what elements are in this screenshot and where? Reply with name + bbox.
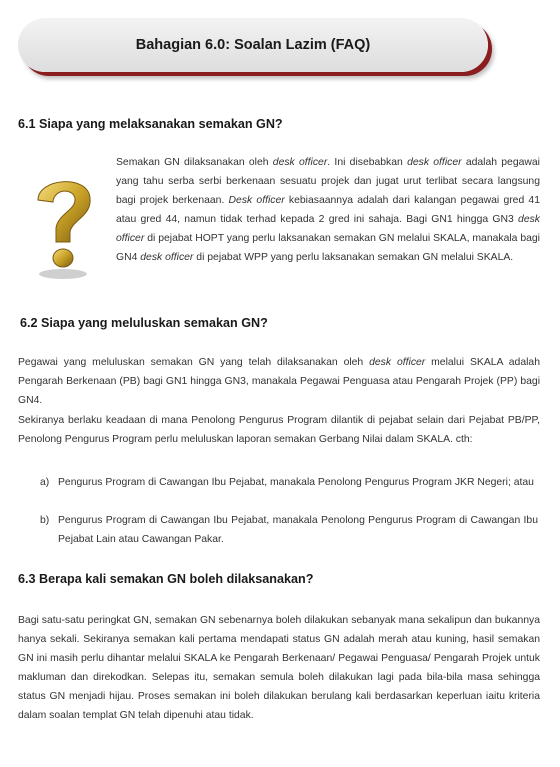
section-banner bbox=[18, 18, 488, 72]
answer-6-3: Bagi satu-satu peringkat GN, semakan GN sebenarnya boleh dilakukan sebanyak mana sekalipun dan bukannya hanya sekali. Sekiranya semakan kali pertama mendapati status GN adalah merah atau kuning, hasil semakan GN ini masih perlu dihantar melalui SKALA ke Pengarah Berkenaan/ Pegawai Penguasa/ Pengarah Projek untuk makluman dan direkodkan. Selepas itu, semakan semula boleh dilakukan lagi pada bila-bila masa sehingga status GN menjadi hijau. Proses semakan ini boleh dilakukan berulang kali berdasarkan keperluan iaitu kriteria dalam soalan templat GN telah dipenuhi atau tidak. bbox=[18, 615, 540, 721]
answer-6-1: Semakan GN dilaksanakan oleh desk officer. Ini disebabkan desk officer adalah pegawai yang tahu serba serbi berkenaan sesuatu projek dan jugat urut terlibat secara langsung bagi projek berkenaan. Desk officer kebiasaannya adalah dari kalangan pegawai gred 41 atau gred 44, namun tidak terhad kepada 2 gred ini sahaja. Bagi GN1 hingga GN3 desk officer di pejabat HOPT yang perlu laksanakan semakan GN melalui SKALA, manakala bagi GN4 desk officer di pejabat WPP yang perlu laksanakan semakan GN melalui SKALA. bbox=[116, 157, 540, 263]
answer-6-2-para1: Pegawai yang meluluskan semakan GN yang telah dilaksanakan oleh desk officer melalui SKALA adalah Pengarah Berkenaan (PB) bagi GN1 hingga GN3, manakala Pegawai Penguasa atau Pengarah Projek (PP) bagi GN4. bbox=[18, 357, 540, 406]
heading-6-3: 6.3 Berapa kali semakan GN boleh dilaksanakan? bbox=[18, 572, 314, 586]
heading-6-2: 6.2 Siapa yang meluluskan semakan GN? bbox=[20, 316, 268, 330]
heading-6-1: 6.1 Siapa yang melaksanakan semakan GN? bbox=[18, 117, 283, 131]
page-title: Bahagian 6.0: Soalan Lazim (FAQ) bbox=[135, 37, 371, 53]
answer-6-2-para2: Sekiranya berlaku keadaan di mana Penolong Pengurus Program dilantik di pejabat selain dari Pejabat PB/PP, Penolong Pengurus Program perlu meluluskan laporan semakan Gerbang Nilai dalam SKALA. cth: bbox=[18, 415, 540, 445]
question-mark-icon bbox=[28, 170, 98, 280]
